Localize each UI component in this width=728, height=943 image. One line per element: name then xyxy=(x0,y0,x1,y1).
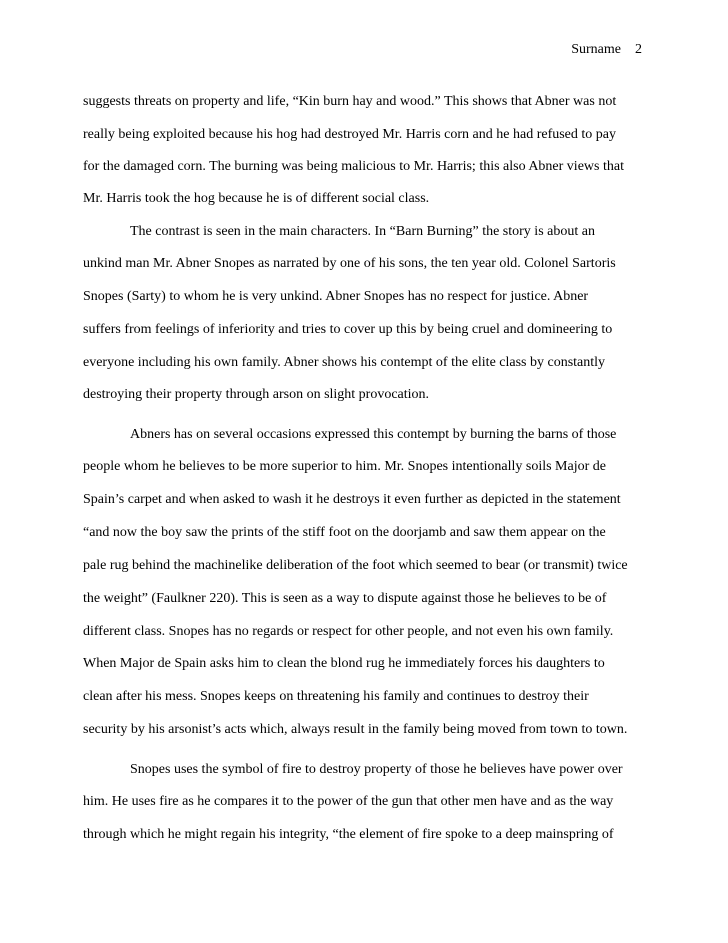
text-line: pale rug behind the machinelike deliberation of the foot which seemed to bear (or transmit) twice xyxy=(83,558,628,573)
text-line: people whom he believes to be more superior to him. Mr. Snopes intentionally soils Major de xyxy=(83,459,606,474)
text-line: the weight” (Faulkner 220). This is seen as a way to dispute against those he believes to be of xyxy=(83,591,607,606)
text-line: suggests threats on property and life, “Kin burn hay and wood.” This shows that Abner was not xyxy=(83,94,617,109)
text-line: for the damaged corn. The burning was being malicious to Mr. Harris; this also Abner views that xyxy=(83,159,624,174)
paragraph-first-line: The contrast is seen in the main characters. In “Barn Burning” the story is about an xyxy=(130,224,595,239)
text-line: Spain’s carpet and when asked to wash it he destroys it even further as depicted in the statement xyxy=(83,492,621,507)
text-line: security by his arsonist’s acts which, always result in the family being moved from town to town. xyxy=(83,722,628,737)
text-line: Snopes (Sarty) to whom he is very unkind. Abner Snopes has no respect for justice. Abner xyxy=(83,289,589,304)
running-header xyxy=(571,42,642,58)
text-line: him. He uses fire as he compares it to the power of the gun that other men have and as the way xyxy=(83,794,614,809)
text-line: different class. Snopes has no regards or respect for other people, and not even his own family. xyxy=(83,624,614,639)
text-line: really being exploited because his hog had destroyed Mr. Harris corn and he had refused to pay xyxy=(83,127,616,142)
text-line: through which he might regain his integrity, “the element of fire spoke to a deep mainspring of xyxy=(83,827,614,842)
paragraph-first-line: Snopes uses the symbol of fire to destroy property of those he believes have power over xyxy=(130,762,623,777)
header-surname: Surname xyxy=(571,42,621,57)
text-line: suffers from feelings of inferiority and tries to cover up this by being cruel and domineering to xyxy=(83,322,613,337)
text-line: When Major de Spain asks him to clean the blond rug he immediately forces his daughters to xyxy=(83,656,605,671)
text-line: clean after his mess. Snopes keeps on threatening his family and continues to destroy their xyxy=(83,689,589,704)
text-line: Mr. Harris took the hog because he is of different social class. xyxy=(83,191,430,206)
text-line: unkind man Mr. Abner Snopes as narrated by one of his sons, the ten year old. Colonel Sartoris xyxy=(83,256,616,271)
page-number: 2 xyxy=(635,42,642,57)
text-line: “and now the boy saw the prints of the stiff foot on the doorjamb and saw them appear on the xyxy=(83,525,606,540)
text-line: everyone including his own family. Abner shows his contempt of the elite class by constantly xyxy=(83,355,606,370)
paragraph-first-line: Abners has on several occasions expressed this contempt by burning the barns of those xyxy=(130,427,617,442)
text-line: destroying their property through arson on slight provocation. xyxy=(83,387,430,402)
